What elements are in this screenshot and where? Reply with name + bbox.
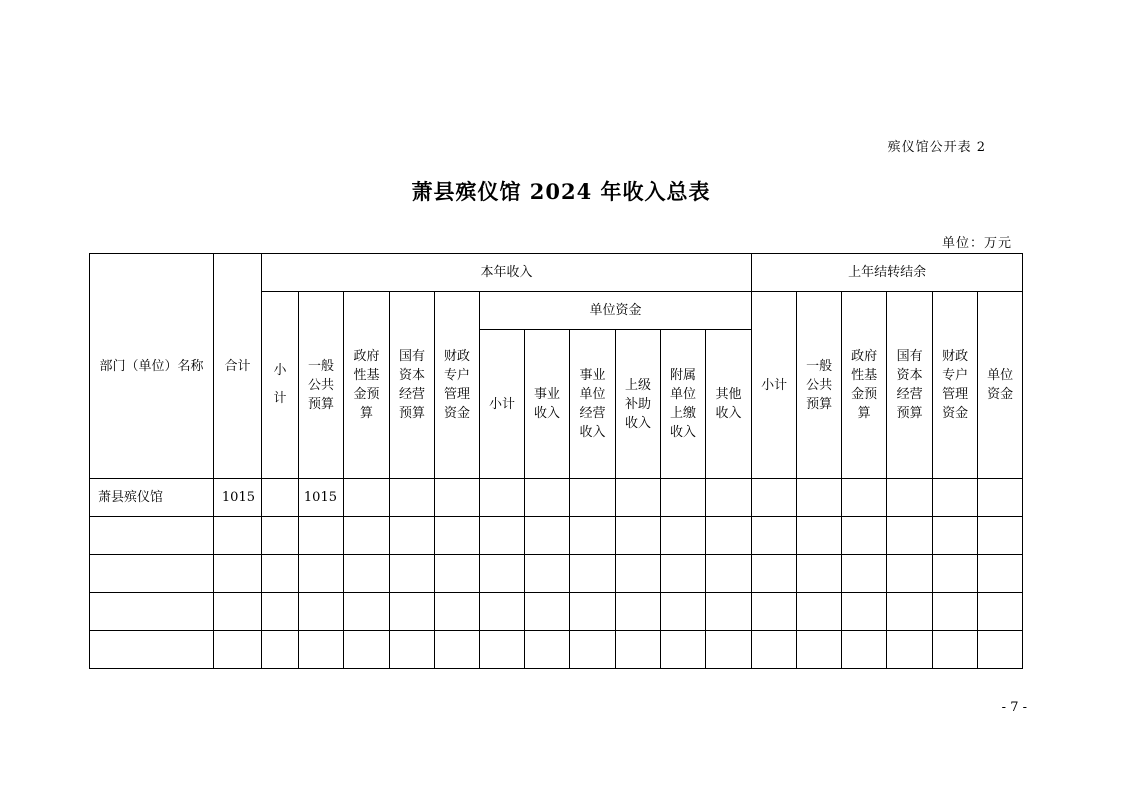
cell bbox=[933, 517, 978, 555]
cell bbox=[933, 555, 978, 593]
cell bbox=[752, 631, 797, 669]
table-row bbox=[90, 517, 1023, 555]
row-cy-subtotal bbox=[262, 555, 299, 593]
cell bbox=[616, 593, 661, 631]
cell bbox=[525, 593, 570, 631]
cell bbox=[661, 631, 706, 669]
cell bbox=[570, 517, 616, 555]
cell bbox=[616, 555, 661, 593]
row-dept-name bbox=[90, 593, 214, 631]
header-co-state-capital: 国有资本经营预算 bbox=[887, 292, 933, 479]
row-total bbox=[214, 555, 262, 593]
cell bbox=[706, 593, 752, 631]
cell bbox=[344, 517, 390, 555]
income-table bbox=[89, 253, 1023, 669]
cell bbox=[933, 593, 978, 631]
cell bbox=[570, 631, 616, 669]
cell bbox=[435, 517, 480, 555]
cell bbox=[435, 631, 480, 669]
cell bbox=[797, 479, 842, 517]
cell bbox=[887, 517, 933, 555]
header-co-subtotal: 小计 bbox=[752, 292, 797, 479]
table-row bbox=[90, 479, 1023, 517]
cell bbox=[661, 593, 706, 631]
cell bbox=[933, 631, 978, 669]
header-cy-subtotal: 小计 bbox=[262, 292, 299, 479]
cell bbox=[797, 593, 842, 631]
cell bbox=[887, 631, 933, 669]
row-dept-name bbox=[90, 517, 214, 555]
row-cy-subtotal bbox=[262, 479, 299, 517]
row-cy-general bbox=[299, 631, 344, 669]
row-cy-general bbox=[299, 517, 344, 555]
cell bbox=[978, 479, 1023, 517]
header-uf-operating: 事业单位经营收入 bbox=[570, 330, 616, 479]
cell bbox=[525, 479, 570, 517]
cell bbox=[344, 593, 390, 631]
header-cy-state-capital: 国有资本经营预算 bbox=[390, 292, 435, 479]
cell bbox=[978, 593, 1023, 631]
page-number: - 7 - bbox=[1001, 700, 1027, 715]
row-dept-name bbox=[90, 631, 214, 669]
cell bbox=[435, 555, 480, 593]
header-uf-subtotal: 小计 bbox=[480, 330, 525, 479]
cell bbox=[480, 555, 525, 593]
cell bbox=[390, 517, 435, 555]
cell bbox=[525, 517, 570, 555]
header-co-unit-funds: 单位资金 bbox=[978, 292, 1023, 479]
cell bbox=[344, 555, 390, 593]
header-total: 合计 bbox=[214, 254, 262, 479]
header-current-year: 本年收入 bbox=[262, 254, 752, 292]
cell bbox=[570, 555, 616, 593]
cell bbox=[480, 517, 525, 555]
header-co-gov-fund: 政府性基金预算 bbox=[842, 292, 887, 479]
header-cy-general: 一般公共预算 bbox=[299, 292, 344, 479]
cell bbox=[616, 479, 661, 517]
cell bbox=[616, 631, 661, 669]
cell bbox=[390, 555, 435, 593]
cell bbox=[344, 631, 390, 669]
cell bbox=[842, 593, 887, 631]
header-co-fiscal-special: 财政专户管理资金 bbox=[933, 292, 978, 479]
header-unit-funds: 单位资金 bbox=[480, 292, 752, 330]
cell bbox=[570, 479, 616, 517]
cell bbox=[525, 555, 570, 593]
cell bbox=[797, 555, 842, 593]
row-total bbox=[214, 517, 262, 555]
header-cy-gov-fund: 政府性基金预算 bbox=[344, 292, 390, 479]
cell bbox=[390, 631, 435, 669]
cell bbox=[661, 479, 706, 517]
row-cy-general bbox=[299, 593, 344, 631]
cell bbox=[616, 517, 661, 555]
table-row bbox=[90, 555, 1023, 593]
row-dept-name bbox=[90, 555, 214, 593]
row-cy-general: 1015 bbox=[299, 479, 344, 517]
cell bbox=[842, 555, 887, 593]
document-tag: 殡仪馆公开表 2 bbox=[887, 140, 986, 155]
cell bbox=[752, 593, 797, 631]
row-cy-subtotal bbox=[262, 517, 299, 555]
cell bbox=[525, 631, 570, 669]
cell bbox=[797, 517, 842, 555]
cell bbox=[706, 479, 752, 517]
header-uf-affiliated: 附属单位上缴收入 bbox=[661, 330, 706, 479]
cell bbox=[661, 555, 706, 593]
header-dept-name: 部门（单位）名称 bbox=[90, 254, 214, 479]
row-total: 1015 bbox=[214, 479, 262, 517]
cell bbox=[706, 517, 752, 555]
cell bbox=[887, 479, 933, 517]
page-title: 萧县殡仪馆 2024 年收入总表 bbox=[411, 179, 711, 204]
cell bbox=[480, 631, 525, 669]
table-row bbox=[90, 593, 1023, 631]
cell bbox=[435, 593, 480, 631]
cell bbox=[752, 555, 797, 593]
cell bbox=[978, 517, 1023, 555]
cell bbox=[480, 593, 525, 631]
row-total bbox=[214, 631, 262, 669]
cell bbox=[706, 631, 752, 669]
cell bbox=[390, 593, 435, 631]
cell bbox=[480, 479, 525, 517]
row-cy-subtotal bbox=[262, 631, 299, 669]
cell bbox=[752, 517, 797, 555]
header-uf-other: 其他收入 bbox=[706, 330, 752, 479]
cell bbox=[344, 479, 390, 517]
cell bbox=[706, 555, 752, 593]
row-dept-name: 萧县殡仪馆 bbox=[90, 479, 214, 517]
header-carry-over: 上年结转结余 bbox=[752, 254, 1023, 292]
cell bbox=[752, 479, 797, 517]
row-total bbox=[214, 593, 262, 631]
cell bbox=[570, 593, 616, 631]
unit-label: 单位：万元 bbox=[941, 236, 1012, 251]
cell bbox=[842, 479, 887, 517]
header-cy-fiscal-special: 财政专户管理资金 bbox=[435, 292, 480, 479]
cell bbox=[797, 631, 842, 669]
cell bbox=[390, 479, 435, 517]
header-row-1 bbox=[90, 254, 1023, 292]
cell bbox=[435, 479, 480, 517]
cell bbox=[842, 517, 887, 555]
header-co-general: 一般公共预算 bbox=[797, 292, 842, 479]
header-uf-business: 事业收入 bbox=[525, 330, 570, 479]
cell bbox=[887, 555, 933, 593]
cell bbox=[887, 593, 933, 631]
header-uf-superior: 上级补助收入 bbox=[616, 330, 661, 479]
cell bbox=[661, 517, 706, 555]
cell bbox=[933, 479, 978, 517]
cell bbox=[978, 555, 1023, 593]
row-cy-subtotal bbox=[262, 593, 299, 631]
row-cy-general bbox=[299, 555, 344, 593]
cell bbox=[978, 631, 1023, 669]
cell bbox=[842, 631, 887, 669]
table-row bbox=[90, 631, 1023, 669]
